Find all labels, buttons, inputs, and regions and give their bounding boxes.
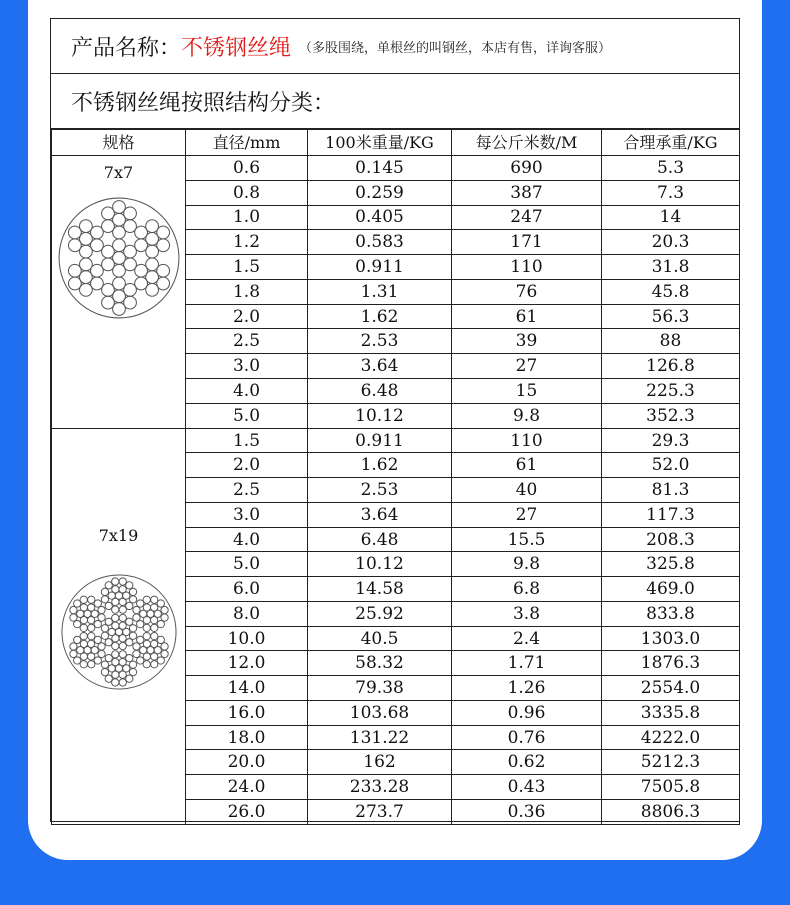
load-cell: 325.8 bbox=[602, 552, 740, 577]
load-cell: 7505.8 bbox=[602, 775, 740, 800]
weight-cell: 2.53 bbox=[308, 478, 452, 503]
spec-label: 7x19 bbox=[98, 525, 139, 545]
weight-cell: 3.64 bbox=[308, 502, 452, 527]
load-cell: 31.8 bbox=[602, 255, 740, 280]
meters-per-kg-cell: 0.96 bbox=[452, 700, 602, 725]
meters-per-kg-cell: 1.71 bbox=[452, 651, 602, 676]
load-cell: 29.3 bbox=[602, 428, 740, 453]
meters-per-kg-cell: 1.26 bbox=[452, 676, 602, 701]
weight-cell: 273.7 bbox=[308, 799, 452, 824]
load-cell: 4222.0 bbox=[602, 725, 740, 750]
load-cell: 56.3 bbox=[602, 304, 740, 329]
weight-cell: 0.259 bbox=[308, 180, 452, 205]
load-cell: 1876.3 bbox=[602, 651, 740, 676]
header-meters-per-kg: 每公斤米数/M bbox=[452, 130, 602, 156]
load-cell: 117.3 bbox=[602, 502, 740, 527]
table-header-row bbox=[52, 130, 740, 156]
diameter-cell: 10.0 bbox=[186, 626, 308, 651]
load-cell: 45.8 bbox=[602, 279, 740, 304]
weight-cell: 6.48 bbox=[308, 379, 452, 404]
meters-per-kg-cell: 9.8 bbox=[452, 552, 602, 577]
spec-label: 7x7 bbox=[103, 163, 134, 182]
weight-cell: 2.53 bbox=[308, 329, 452, 354]
meters-per-kg-cell: 387 bbox=[452, 180, 602, 205]
diameter-cell: 26.0 bbox=[186, 799, 308, 824]
weight-cell: 1.62 bbox=[308, 453, 452, 478]
meters-per-kg-cell: 61 bbox=[452, 453, 602, 478]
content-card bbox=[28, 0, 762, 860]
weight-cell: 103.68 bbox=[308, 700, 452, 725]
header-spec: 规格 bbox=[52, 130, 186, 156]
diameter-cell: 2.5 bbox=[186, 329, 308, 354]
load-cell: 352.3 bbox=[602, 403, 740, 428]
diameter-cell: 2.0 bbox=[186, 304, 308, 329]
classification-title: 不锈钢丝绳按照结构分类： bbox=[51, 74, 739, 129]
diameter-cell: 3.0 bbox=[186, 502, 308, 527]
diameter-cell: 14.0 bbox=[186, 676, 308, 701]
spec-sheet bbox=[50, 18, 740, 822]
load-cell: 81.3 bbox=[602, 478, 740, 503]
weight-cell: 25.92 bbox=[308, 601, 452, 626]
meters-per-kg-cell: 690 bbox=[452, 156, 602, 181]
meters-per-kg-cell: 15 bbox=[452, 379, 602, 404]
meters-per-kg-cell: 0.36 bbox=[452, 799, 602, 824]
weight-cell: 1.31 bbox=[308, 279, 452, 304]
load-cell: 208.3 bbox=[602, 527, 740, 552]
header-load: 合理承重/KG bbox=[602, 130, 740, 156]
diameter-cell: 1.5 bbox=[186, 255, 308, 280]
wire-rope-7x19-cross-section-icon bbox=[60, 573, 178, 691]
meters-per-kg-cell: 0.62 bbox=[452, 750, 602, 775]
diameter-cell: 2.0 bbox=[186, 453, 308, 478]
weight-cell: 3.64 bbox=[308, 354, 452, 379]
diameter-cell: 1.5 bbox=[186, 428, 308, 453]
diameter-cell: 3.0 bbox=[186, 354, 308, 379]
diameter-cell: 5.0 bbox=[186, 403, 308, 428]
product-name-value: 不锈钢丝绳 bbox=[181, 35, 292, 61]
meters-per-kg-cell: 27 bbox=[452, 502, 602, 527]
weight-cell: 14.58 bbox=[308, 577, 452, 602]
diameter-cell: 1.8 bbox=[186, 279, 308, 304]
load-cell: 5.3 bbox=[602, 156, 740, 181]
weight-cell: 40.5 bbox=[308, 626, 452, 651]
weight-cell: 0.145 bbox=[308, 156, 452, 181]
load-cell: 2554.0 bbox=[602, 676, 740, 701]
diameter-cell: 8.0 bbox=[186, 601, 308, 626]
load-cell: 8806.3 bbox=[602, 799, 740, 824]
weight-cell: 58.32 bbox=[308, 651, 452, 676]
meters-per-kg-cell: 110 bbox=[452, 428, 602, 453]
load-cell: 5212.3 bbox=[602, 750, 740, 775]
load-cell: 7.3 bbox=[602, 180, 740, 205]
meters-per-kg-cell: 3.8 bbox=[452, 601, 602, 626]
meters-per-kg-cell: 39 bbox=[452, 329, 602, 354]
diameter-cell: 5.0 bbox=[186, 552, 308, 577]
load-cell: 469.0 bbox=[602, 577, 740, 602]
diameter-cell: 4.0 bbox=[186, 527, 308, 552]
spec-cell bbox=[52, 428, 186, 824]
load-cell: 14 bbox=[602, 205, 740, 230]
meters-per-kg-cell: 2.4 bbox=[452, 626, 602, 651]
header-weight: 100米重量/KG bbox=[308, 130, 452, 156]
meters-per-kg-cell: 0.43 bbox=[452, 775, 602, 800]
load-cell: 88 bbox=[602, 329, 740, 354]
diameter-cell: 20.0 bbox=[186, 750, 308, 775]
weight-cell: 0.405 bbox=[308, 205, 452, 230]
weight-cell: 0.583 bbox=[308, 230, 452, 255]
diameter-cell: 0.6 bbox=[186, 156, 308, 181]
product-name-label: 产品名称： bbox=[71, 35, 182, 61]
diameter-cell: 18.0 bbox=[186, 725, 308, 750]
diameter-cell: 0.8 bbox=[186, 180, 308, 205]
load-cell: 833.8 bbox=[602, 601, 740, 626]
meters-per-kg-cell: 76 bbox=[452, 279, 602, 304]
spec-table bbox=[51, 129, 740, 825]
diameter-cell: 12.0 bbox=[186, 651, 308, 676]
weight-cell: 162 bbox=[308, 750, 452, 775]
meters-per-kg-cell: 6.8 bbox=[452, 577, 602, 602]
weight-cell: 1.62 bbox=[308, 304, 452, 329]
weight-cell: 10.12 bbox=[308, 552, 452, 577]
meters-per-kg-cell: 9.8 bbox=[452, 403, 602, 428]
load-cell: 3335.8 bbox=[602, 700, 740, 725]
weight-cell: 0.911 bbox=[308, 428, 452, 453]
weight-cell: 6.48 bbox=[308, 527, 452, 552]
weight-cell: 233.28 bbox=[308, 775, 452, 800]
diameter-cell: 24.0 bbox=[186, 775, 308, 800]
product-name-row bbox=[51, 19, 739, 74]
table-row bbox=[52, 428, 740, 453]
meters-per-kg-cell: 61 bbox=[452, 304, 602, 329]
meters-per-kg-cell: 110 bbox=[452, 255, 602, 280]
weight-cell: 10.12 bbox=[308, 403, 452, 428]
weight-cell: 131.22 bbox=[308, 725, 452, 750]
table-row bbox=[52, 156, 740, 181]
weight-cell: 79.38 bbox=[308, 676, 452, 701]
diameter-cell: 1.2 bbox=[186, 230, 308, 255]
header-diameter: 直径/mm bbox=[186, 130, 308, 156]
diameter-cell: 6.0 bbox=[186, 577, 308, 602]
meters-per-kg-cell: 40 bbox=[452, 478, 602, 503]
diameter-cell: 4.0 bbox=[186, 379, 308, 404]
load-cell: 1303.0 bbox=[602, 626, 740, 651]
load-cell: 20.3 bbox=[602, 230, 740, 255]
meters-per-kg-cell: 15.5 bbox=[452, 527, 602, 552]
weight-cell: 0.911 bbox=[308, 255, 452, 280]
load-cell: 52.0 bbox=[602, 453, 740, 478]
product-note: （多股围绕，单根丝的叫钢丝，本店有售，详询客服） bbox=[299, 40, 612, 56]
load-cell: 126.8 bbox=[602, 354, 740, 379]
diameter-cell: 16.0 bbox=[186, 700, 308, 725]
meters-per-kg-cell: 247 bbox=[452, 205, 602, 230]
diameter-cell: 1.0 bbox=[186, 205, 308, 230]
diameter-cell: 2.5 bbox=[186, 478, 308, 503]
spec-cell bbox=[52, 156, 186, 429]
meters-per-kg-cell: 171 bbox=[452, 230, 602, 255]
load-cell: 225.3 bbox=[602, 379, 740, 404]
wire-rope-7x7-cross-section-icon bbox=[57, 196, 181, 320]
meters-per-kg-cell: 27 bbox=[452, 354, 602, 379]
meters-per-kg-cell: 0.76 bbox=[452, 725, 602, 750]
